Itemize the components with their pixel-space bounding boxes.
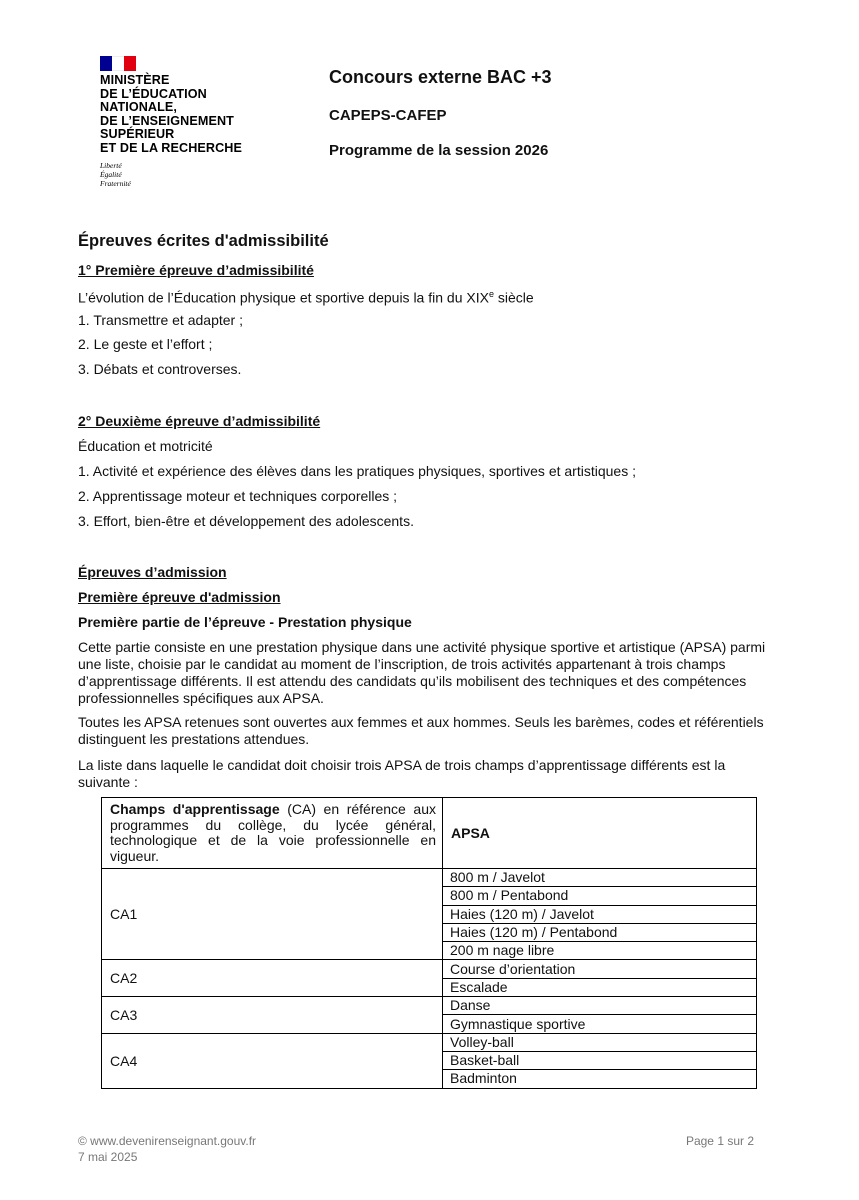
admission-heading: Épreuves d’admission [78, 564, 227, 580]
apsa-cell: Escalade [443, 978, 757, 996]
second-written-item: 3. Effort, bien-être et développement des adolescents. [78, 513, 414, 529]
footer-left [78, 1133, 256, 1165]
first-written-item: 3. Débats et controverses. [78, 361, 242, 377]
admission-paragraph-1: Cette partie consiste en une prestation physique dans une activité physique sportive et artistique (APSA) parmi une liste, choisie par le candidat au moment de l’inscription, de trois activités appartenant à trois champs d’apprentissage différents. Il est attendu des candidats qu’ils mobilisent des techniques et des compétences professionnelles spécifiques aux APSA. [78, 639, 766, 706]
apsa-cell: Haies (120 m) / Pentabond [443, 923, 757, 941]
apsa-cell: 800 m / Pentabond [443, 887, 757, 905]
ministry-logo [100, 56, 280, 188]
first-written-item: 1. Transmettre et adapter ; [78, 312, 243, 328]
ca-cell: CA4 [102, 1033, 443, 1088]
footer-site-link[interactable]: © www.devenirenseignant.gouv.fr [78, 1134, 257, 1148]
republic-motto: Liberté Égalité Fraternité [100, 160, 131, 188]
apsa-cell: Haies (120 m) / Javelot [443, 905, 757, 923]
admission-paragraph-3: La liste dans laquelle le candidat doit choisir trois APSA de trois champs d’apprentissage différents est la suivante : [78, 757, 726, 790]
second-written-item: 2. Apprentissage moteur et techniques corporelles ; [78, 488, 398, 504]
second-written-item: 1. Activité et expérience des élèves dans les pratiques physiques, sportives et artistiques ; [78, 463, 636, 479]
table-row [102, 869, 757, 887]
apsa-cell: 800 m / Javelot [443, 869, 757, 887]
apsa-cell: Volley-ball [443, 1033, 757, 1051]
table-row [102, 1033, 757, 1051]
ca-cell: CA1 [102, 869, 443, 960]
second-written-intro: Éducation et motricité [78, 438, 213, 454]
part-title: Première partie de l’épreuve - Prestation physique [78, 614, 412, 630]
apsa-cell: 200 m nage libre [443, 942, 757, 960]
french-flag-icon [100, 56, 136, 71]
footer-date: 7 mai 2025 [78, 1150, 138, 1164]
first-written-item: 2. Le geste et l’effort ; [78, 336, 213, 352]
table-row [102, 960, 757, 978]
programme-title: Programme de la session 2026 [329, 142, 549, 159]
ca-cell: CA2 [102, 960, 443, 997]
second-written-title: 2° Deuxième épreuve d’admissibilité [78, 413, 321, 429]
apsa-cell: Danse [443, 997, 757, 1015]
first-written-intro: L’évolution de l’Éducation physique et sportive depuis la fin du XIXe siècle [78, 289, 534, 306]
apsa-table [101, 797, 757, 1089]
page-number: Page 1 sur 2 [685, 1134, 754, 1148]
first-written-title: 1° Première épreuve d’admissibilité [78, 262, 314, 278]
table-header-row [102, 798, 757, 869]
apsa-cell: Course d’orientation [443, 960, 757, 978]
apsa-cell: Badminton [443, 1070, 757, 1088]
document-title: Concours externe BAC +3 [329, 67, 552, 87]
document-subtitle: CAPEPS-CAFEP [329, 107, 447, 124]
ca-cell: CA3 [102, 997, 443, 1034]
admission-paragraph-2: Toutes les APSA retenues sont ouvertes aux femmes et aux hommes. Seuls les barèmes, codes et référentiels distinguent les prestations attendues. [78, 714, 764, 747]
ca-header-cell: Champs d'apprentissage (CA) en référence aux programmes du collège, du lycée général, technologique et de la voie professionnelle en vigueur. [102, 798, 443, 869]
first-admission-title: Première épreuve d'admission [78, 589, 281, 605]
apsa-cell: Basket-ball [443, 1051, 757, 1069]
document-titles [329, 66, 552, 159]
table-row [102, 997, 757, 1015]
apsa-header-cell: APSA [443, 798, 757, 869]
ministry-name: MINISTÈRE DE L’ÉDUCATION NATIONALE, DE L’ENSEIGNEMENT SUPÉRIEUR ET DE LA RECHERCHE [100, 73, 242, 155]
written-heading: Épreuves écrites d'admissibilité [78, 232, 329, 250]
apsa-cell: Gymnastique sportive [443, 1015, 757, 1033]
